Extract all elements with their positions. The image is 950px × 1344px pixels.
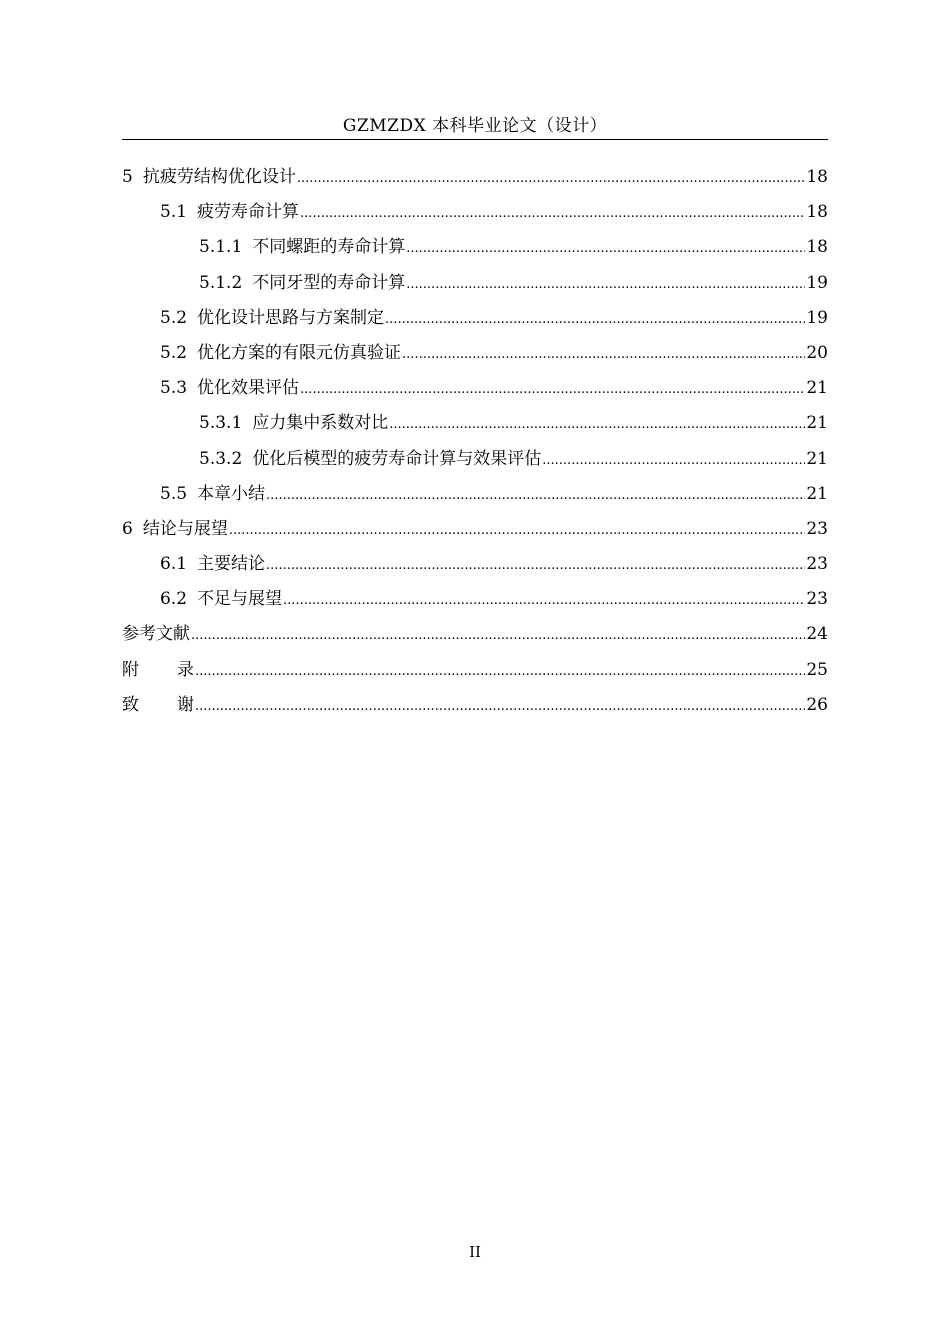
toc-entry-number: 5.3.1 — [199, 413, 243, 434]
toc-dot-leader — [406, 267, 805, 302]
toc-entry-number: 5.2 — [160, 307, 188, 328]
toc-dot-leader — [406, 231, 805, 266]
header-rule — [122, 139, 828, 140]
toc-entry-title: 优化方案的有限元仿真验证 — [197, 342, 402, 363]
toc-entry-number: 6.2 — [160, 589, 188, 610]
toc-entry-5-3-1[interactable] — [122, 406, 828, 441]
toc-entry-page: 19 — [806, 307, 828, 328]
toc-dot-leader — [195, 654, 805, 689]
toc-entry-page: 18 — [806, 202, 828, 223]
toc-dot-leader — [542, 443, 805, 478]
table-of-contents — [122, 160, 828, 723]
toc-entry-5-3-2[interactable] — [122, 442, 828, 477]
toc-dot-leader — [300, 196, 805, 231]
toc-entry-number: 5.2 — [160, 342, 188, 363]
toc-entry-page: 21 — [806, 413, 828, 434]
toc-entry-page: 18 — [806, 167, 828, 187]
toc-entry-5-1[interactable] — [122, 195, 828, 230]
toc-dot-leader — [195, 689, 805, 724]
toc-dot-leader — [191, 618, 805, 653]
toc-entry-number: 6 — [122, 518, 133, 539]
running-header: GZMZDX 本科毕业论文（设计） — [342, 116, 608, 136]
toc-dot-leader — [300, 372, 805, 407]
toc-entry-number: 5.3.2 — [199, 448, 243, 469]
toc-entry-page: 21 — [806, 378, 828, 399]
toc-entry-6-2[interactable] — [122, 582, 828, 617]
toc-dot-leader — [389, 407, 805, 442]
toc-entry-title: 优化后模型的疲劳寿命计算与效果评估 — [252, 448, 542, 469]
toc-entry-number: 6.1 — [160, 554, 188, 575]
toc-entry-page: 23 — [806, 589, 828, 610]
toc-entry-title: 主要结论 — [197, 554, 266, 575]
toc-entry-number: 5.1.1 — [199, 237, 243, 258]
toc-entry-page: 21 — [806, 483, 828, 504]
toc-entry-5-2-b[interactable] — [122, 336, 828, 371]
toc-dot-leader — [402, 337, 805, 372]
page-number: II — [469, 1243, 481, 1261]
toc-entry-appendix[interactable] — [122, 653, 828, 688]
toc-entry-page: 24 — [806, 624, 828, 645]
toc-entry-5-2[interactable] — [122, 301, 828, 336]
toc-entry-5-3[interactable] — [122, 371, 828, 406]
toc-entry-title: 致谢 — [122, 694, 232, 715]
toc-entry-title: 抗疲劳结构优化设计 — [142, 167, 296, 187]
toc-entry-title: 结论与展望 — [142, 518, 228, 539]
toc-entry-references[interactable] — [122, 617, 828, 652]
toc-entry-page: 20 — [806, 342, 828, 363]
toc-entry-number: 5 — [122, 167, 133, 187]
toc-entry-title: 应力集中系数对比 — [252, 413, 389, 434]
toc-entry-5-1-2[interactable] — [122, 266, 828, 301]
toc-entry-page: 23 — [806, 518, 828, 539]
toc-entry-page: 25 — [806, 659, 828, 680]
toc-entry-5[interactable] — [122, 160, 828, 195]
toc-entry-title: 不足与展望 — [197, 589, 283, 610]
toc-entry-number: 5.5 — [160, 483, 188, 504]
toc-entry-title: 本章小结 — [197, 483, 266, 504]
toc-entry-title: 优化设计思路与方案制定 — [197, 307, 385, 328]
toc-entry-5-5[interactable] — [122, 477, 828, 512]
toc-entry-page: 18 — [806, 237, 828, 258]
toc-entry-title: 附录 — [122, 659, 232, 680]
toc-entry-number: 5.1.2 — [199, 272, 243, 293]
toc-entry-number: 5.1 — [160, 202, 188, 223]
toc-entry-6-1[interactable] — [122, 547, 828, 582]
toc-entry-page: 23 — [806, 554, 828, 575]
toc-entry-page: 26 — [806, 694, 828, 715]
toc-dot-leader — [266, 478, 805, 513]
toc-entry-page: 21 — [806, 448, 828, 469]
toc-entry-title: 不同螺距的寿命计算 — [252, 237, 406, 258]
toc-entry-5-1-1[interactable] — [122, 230, 828, 265]
toc-entry-title: 疲劳寿命计算 — [197, 202, 300, 223]
toc-entry-acknowledgements[interactable] — [122, 688, 828, 723]
toc-entry-title: 优化效果评估 — [197, 378, 300, 399]
toc-dot-leader — [266, 548, 805, 583]
toc-entry-page: 19 — [806, 272, 828, 293]
toc-entry-title: 不同牙型的寿命计算 — [252, 272, 406, 293]
toc-dot-leader — [229, 513, 806, 548]
toc-entry-title: 参考文献 — [122, 624, 190, 645]
toc-entry-6[interactable] — [122, 512, 828, 547]
toc-entry-number: 5.3 — [160, 378, 188, 399]
toc-dot-leader — [283, 583, 805, 618]
toc-dot-leader — [385, 302, 805, 337]
toc-dot-leader — [297, 161, 806, 196]
